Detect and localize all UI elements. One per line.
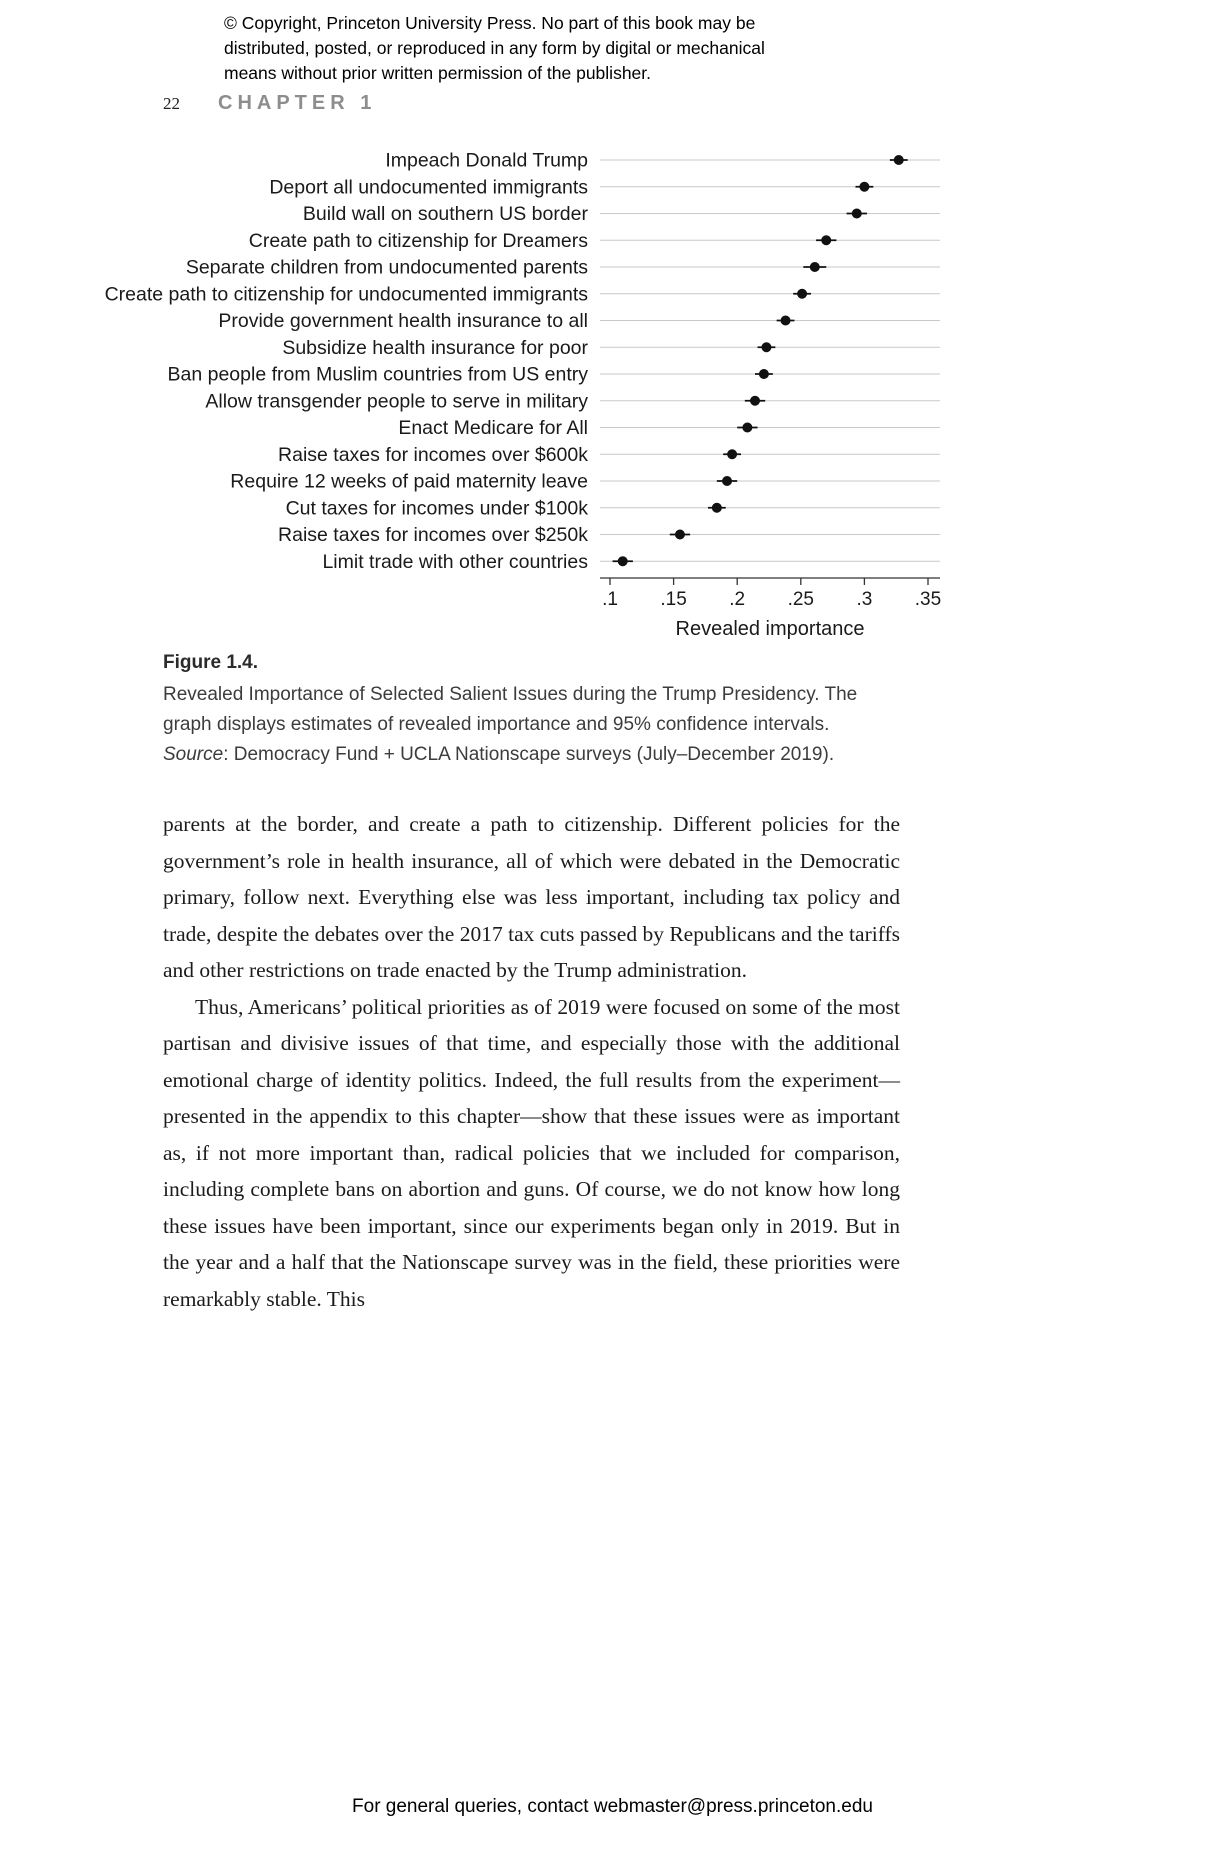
- chart-category-label: Impeach Donald Trump: [385, 149, 588, 172]
- chart-point: [675, 530, 685, 540]
- figure-source-label: Source: [163, 744, 224, 765]
- figure-caption-text: Revealed Importance of Selected Salient Issues during the Trump Presidency. The graph displays estimates of revealed importance and 95% confidence intervals.: [163, 684, 858, 735]
- footer-text: For general queries, contact webmaster@press.princeton.edu: [352, 1796, 873, 1817]
- body-text: [163, 806, 900, 1317]
- chart-category-label: Cut taxes for incomes under $100k: [285, 497, 588, 520]
- copyright-notice: [224, 11, 765, 86]
- chart-point: [727, 449, 737, 459]
- chart-category-label: Build wall on southern US border: [302, 203, 588, 225]
- chart-x-axis-label: Revealed importance: [675, 618, 865, 640]
- chart-category-label: Provide government health insurance to all: [218, 310, 588, 332]
- chart-x-tick-label: .3: [856, 589, 873, 610]
- chart-category-label: Create path to citizenship for undocumented immigrants: [104, 283, 588, 306]
- figure-chart: [0, 140, 1000, 655]
- chart-category-label: Limit trade with other countries: [322, 550, 588, 573]
- dot-plot-svg: [0, 140, 1000, 655]
- chart-x-tick-label: .2: [729, 589, 746, 610]
- chart-point: [742, 423, 752, 433]
- chart-x-tick-label: .25: [787, 589, 815, 610]
- chart-point: [852, 209, 862, 219]
- chart-point: [821, 235, 831, 245]
- chart-category-label: Raise taxes for incomes over $600k: [278, 443, 588, 466]
- figure-source-text: : Democracy Fund + UCLA Nationscape surveys (July–December 2019).: [223, 744, 835, 765]
- chart-x-tick-label: .35: [914, 589, 942, 610]
- figure-label: Figure 1.4.: [163, 652, 259, 673]
- chart-category-label: Deport all undocumented immigrants: [269, 176, 588, 199]
- footer-queries: [0, 1796, 1225, 1818]
- paragraph: Thus, Americans’ political priorities as of 2019 were focused on some of the most partisan and divisive issues of that time, and especially those with the additional emotional charge of identity politics. Indeed, the full results from the experiment—presented in the appendix to this chapter—show that these issues were as important as, if not more important than, radical policies that we included for comparison, including complete bans on abortion and guns. Of course, we do not know how long these issues have been important, since our experiments began only in 2019. But in the year and a half that the Nationscape survey was in the field, these priorities were remarkably stable. This: [163, 994, 900, 1311]
- chart-point: [722, 476, 732, 486]
- chart-point: [810, 262, 820, 272]
- chart-point: [759, 369, 769, 379]
- copyright-line: © Copyright, Princeton University Press. No part of this book may be: [224, 13, 756, 33]
- chart-category-label: Ban people from Muslim countries from US entry: [167, 363, 588, 386]
- figure-caption: [163, 648, 863, 770]
- chart-category-label: Raise taxes for incomes over $250k: [278, 524, 588, 546]
- chart-point: [750, 396, 760, 406]
- chart-point: [618, 556, 628, 566]
- chart-point: [797, 289, 807, 299]
- chart-point: [894, 155, 904, 165]
- chart-point: [761, 342, 771, 352]
- chapter-title: CHAPTER 1: [218, 92, 377, 114]
- copyright-line: means without prior written permission of the publisher.: [224, 63, 652, 83]
- chart-point: [781, 316, 791, 326]
- chart-category-label: Require 12 weeks of paid maternity leave: [230, 470, 588, 493]
- chart-point: [859, 182, 869, 192]
- chart-point: [712, 503, 722, 513]
- paragraph: parents at the border, and create a path to citizenship. Different policies for the government’s role in health insurance, all of which were debated in the Democratic primary, follow next. Everything else was less important, including tax policy and trade, despite the debates over the 2017 tax cuts passed by Republicans and the tariffs and other restrictions on trade enacted by the Trump administration.: [163, 812, 900, 982]
- chart-category-label: Allow transgender people to serve in military: [205, 390, 588, 413]
- chart-category-label: Subsidize health insurance for poor: [282, 336, 588, 359]
- chart-category-label: Separate children from undocumented parents: [185, 256, 588, 279]
- chart-x-tick-label: .1: [602, 589, 618, 610]
- chart-category-label: Enact Medicare for All: [398, 417, 588, 439]
- page-number: 22: [163, 94, 180, 113]
- chart-category-label: Create path to citizenship for Dreamers: [248, 229, 588, 252]
- chart-x-tick-label: .15: [660, 589, 687, 610]
- running-header: [163, 92, 376, 115]
- copyright-line: distributed, posted, or reproduced in any form by digital or mechanical: [224, 38, 765, 58]
